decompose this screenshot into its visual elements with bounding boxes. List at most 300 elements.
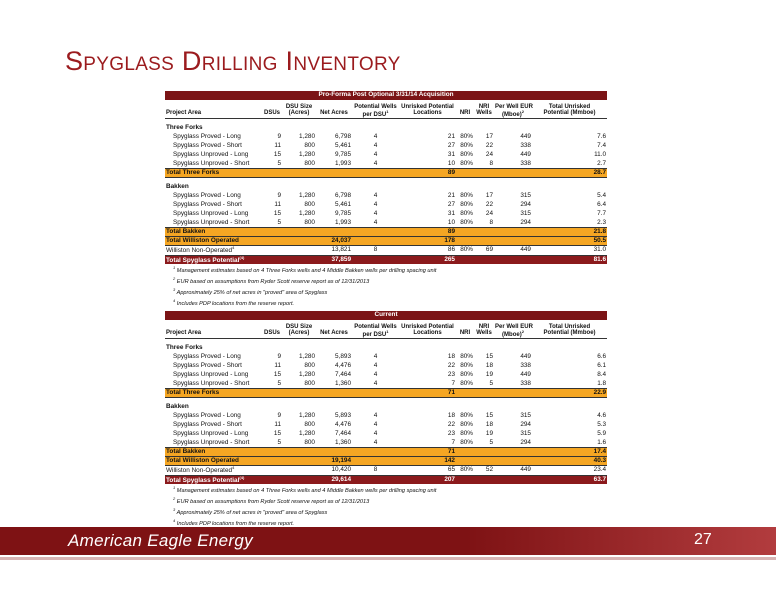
nri-wells-cell: 5 bbox=[489, 438, 493, 446]
nri-wells-cell: 8 bbox=[489, 159, 493, 167]
project-area-cell: Spyglass Proved - Short bbox=[173, 420, 242, 428]
dsus-cell: 9 bbox=[277, 191, 281, 199]
net-acres-cell: 7,464 bbox=[335, 370, 351, 378]
nri-cell: 80% bbox=[460, 132, 473, 140]
dsus-cell: 5 bbox=[277, 438, 281, 446]
project-area-cell: Spyglass Proved - Long bbox=[173, 191, 241, 199]
total-cell: 2.3 bbox=[597, 218, 607, 226]
total-cell: 1.6 bbox=[597, 438, 607, 446]
footnote-number: 4 bbox=[173, 517, 176, 523]
nri-wells-cell: 24 bbox=[485, 209, 493, 217]
total-label: Total Williston Operated bbox=[165, 457, 316, 466]
footnote-number: 2 bbox=[173, 275, 176, 281]
section-three-forks: Three Forks bbox=[166, 123, 203, 131]
total-locations: 89 bbox=[399, 169, 456, 178]
header-eur: Per Well EUR bbox=[495, 104, 533, 110]
header-potential-wells: Potential Wells bbox=[354, 104, 397, 110]
header-per-dsu: per DSU$^1$ bbox=[352, 110, 399, 119]
section-heading bbox=[165, 403, 607, 412]
nri-wells-cell: 8 bbox=[489, 218, 493, 226]
table-banner bbox=[165, 91, 607, 100]
wells-per-dsu-cell: 4 bbox=[373, 411, 378, 419]
total-cell: 8.4 bbox=[597, 370, 607, 378]
header-dsu-size: DSU Size bbox=[285, 104, 313, 110]
total-value: 17.4 bbox=[532, 448, 607, 457]
non-operated-row bbox=[165, 246, 607, 256]
footnote bbox=[165, 286, 607, 297]
project-area-cell: Spyglass Proved - Long bbox=[173, 411, 241, 419]
table-row bbox=[165, 142, 607, 151]
eur-cell: 449 bbox=[520, 352, 531, 360]
net-acres-cell: 5,461 bbox=[335, 200, 351, 208]
total-spyglass-text: Total Spyglass Potential bbox=[166, 476, 240, 484]
table-row bbox=[165, 192, 607, 201]
footnote-row bbox=[165, 275, 607, 286]
nri-cell: 80% bbox=[460, 159, 473, 167]
total-locations: 71 bbox=[399, 389, 456, 398]
table-row bbox=[165, 380, 607, 389]
dsu-size-cell: 800 bbox=[304, 159, 315, 167]
locations-cell: 18 bbox=[447, 352, 455, 360]
footnote-number: 4 bbox=[173, 297, 176, 303]
eur-cell: 449 bbox=[520, 370, 531, 378]
non-operated-text: Williston Non-Operated bbox=[166, 247, 233, 255]
section-heading bbox=[165, 124, 607, 133]
nri-cell: 80% bbox=[460, 429, 473, 437]
net-acres-cell: 5,893 bbox=[335, 411, 351, 419]
dsus-cell: 9 bbox=[277, 352, 281, 360]
wells-per-dsu-cell: 4 bbox=[373, 159, 378, 167]
eur-cell: 315 bbox=[520, 411, 531, 419]
header-nri-wells: NRI bbox=[478, 324, 490, 330]
header-per-dsu: per DSU$^1$ bbox=[352, 330, 399, 339]
nri-cell: 80% bbox=[460, 438, 473, 446]
nri-cell: 80% bbox=[460, 200, 473, 208]
nri-wells-cell: 19 bbox=[485, 429, 493, 437]
table-proforma bbox=[165, 91, 607, 308]
dsus-cell: 11 bbox=[274, 420, 281, 428]
total-net-acres: 19,194 bbox=[316, 457, 352, 466]
header-wells: Wells bbox=[474, 110, 494, 119]
non-operated-sup: 4 bbox=[232, 465, 235, 470]
header-mboe-text: (Mboe) bbox=[502, 112, 522, 118]
header-project-area: Project Area bbox=[165, 330, 262, 339]
footnote bbox=[165, 275, 607, 286]
eur-cell: 338 bbox=[520, 159, 531, 167]
footnote-row bbox=[165, 264, 607, 275]
table-row bbox=[165, 160, 607, 169]
eur-cell: 294 bbox=[520, 420, 531, 428]
nri-wells-cell: 18 bbox=[485, 420, 493, 428]
footnote-row bbox=[165, 517, 607, 528]
total-label: Total Three Forks bbox=[165, 389, 399, 398]
total-value: 81.6 bbox=[532, 255, 607, 264]
locations-cell: 10 bbox=[447, 159, 455, 167]
header-nri: NRI bbox=[456, 330, 474, 339]
footnote-text: Approximately 25% of net acres in "proved" area of Spyglass bbox=[176, 289, 328, 296]
nri-cell: 80% bbox=[460, 209, 473, 217]
dsus-cell: 15 bbox=[273, 209, 281, 217]
dsu-size-cell: 1,280 bbox=[299, 370, 315, 378]
brand-logo: American Eagle Energy bbox=[68, 531, 253, 550]
project-area-cell: Spyglass Unproved - Short bbox=[173, 379, 250, 387]
dsu-size-cell: 1,280 bbox=[299, 352, 315, 360]
locations-cell: 7 bbox=[451, 438, 455, 446]
wells-per-dsu-cell: 4 bbox=[373, 209, 378, 217]
header-potential-wells: Potential Wells bbox=[354, 324, 397, 330]
total-locations: 178 bbox=[399, 237, 456, 246]
total-label: Total Bakken bbox=[165, 228, 399, 237]
footnote-text: EUR based on assumptions from Ryder Scott reserve report as of 12/31/2013 bbox=[176, 498, 370, 505]
table-row bbox=[165, 430, 607, 439]
footnote bbox=[165, 264, 607, 275]
footnote-number: 3 bbox=[173, 286, 176, 292]
total-locations: 207 bbox=[399, 475, 456, 484]
header-cell bbox=[262, 320, 282, 330]
footnote-text: Approximately 25% of net acres in "proved" area of Spyglass bbox=[176, 509, 328, 516]
banner-title: Current bbox=[165, 311, 607, 320]
locations-cell: 7 bbox=[451, 379, 455, 387]
total-cell: 1.8 bbox=[597, 379, 607, 387]
wells-per-dsu-cell: 4 bbox=[373, 379, 378, 387]
header-cell bbox=[262, 100, 282, 110]
header-cell bbox=[316, 320, 352, 330]
dsu-size-cell: 800 bbox=[304, 420, 315, 428]
nri-cell: 80% bbox=[460, 150, 473, 158]
locations-cell: 22 bbox=[447, 420, 455, 428]
total-cell: 23.4 bbox=[532, 466, 607, 476]
locations-cell: 21 bbox=[447, 132, 455, 140]
footnote-number: 1 bbox=[173, 265, 176, 271]
page-title: Spyglass Drilling Inventory bbox=[65, 46, 401, 76]
locations-cell: 10 bbox=[447, 218, 455, 226]
eur-cell: 338 bbox=[520, 361, 531, 369]
dsu-size-cell: 800 bbox=[304, 361, 315, 369]
section-heading bbox=[165, 183, 607, 192]
header-unrisked: Unrisked Potential bbox=[401, 104, 454, 110]
dsu-size-cell: 1,280 bbox=[299, 209, 315, 217]
footnote bbox=[165, 297, 607, 308]
nri-wells-cell: 5 bbox=[489, 379, 493, 387]
header-mmboe: Potential (Mmboe) bbox=[532, 330, 607, 339]
footnote-row bbox=[165, 506, 607, 517]
dsus-cell: 9 bbox=[277, 132, 281, 140]
header-dsu-acres: (Acres) bbox=[282, 330, 316, 339]
wells-per-dsu-cell: 4 bbox=[373, 420, 378, 428]
wells-per-dsu-cell: 4 bbox=[373, 352, 378, 360]
total-net-acres: 24,037 bbox=[316, 237, 352, 246]
total-cell: 6.6 bbox=[597, 352, 607, 360]
dsu-size-cell: 1,280 bbox=[299, 150, 315, 158]
total-cell: 5.4 bbox=[597, 191, 607, 199]
total-cell: 6.4 bbox=[597, 200, 607, 208]
footnote bbox=[165, 484, 607, 495]
non-operated-text: Williston Non-Operated bbox=[166, 467, 233, 475]
nri-wells-cell: 17 bbox=[485, 132, 493, 140]
footnote-number: 2 bbox=[173, 495, 176, 501]
eur-cell: 449 bbox=[520, 132, 531, 140]
footnote-text: Management estimates based on 4 Three Forks wells and 4 Middle Bakken wells per drilling spacing unit bbox=[176, 267, 437, 274]
header-unrisked: Unrisked Potential bbox=[401, 324, 454, 330]
net-acres-cell: 6,798 bbox=[335, 191, 351, 199]
dsus-cell: 11 bbox=[274, 141, 281, 149]
total-net-acres: 37,859 bbox=[316, 255, 352, 264]
footnote-row bbox=[165, 297, 607, 308]
locations-cell: 31 bbox=[447, 150, 455, 158]
eur-cell: 338 bbox=[520, 379, 531, 387]
footnote-text: EUR based on assumptions from Ryder Scott reserve report as of 12/31/2013 bbox=[176, 278, 370, 285]
footnote-row bbox=[165, 484, 607, 495]
dsus-cell: 11 bbox=[274, 361, 281, 369]
project-area-cell: Spyglass Proved - Short bbox=[173, 141, 242, 149]
total-cell: 7.7 bbox=[597, 209, 607, 217]
project-area-cell: Spyglass Unproved - Long bbox=[173, 370, 249, 378]
project-area-cell: Spyglass Proved - Short bbox=[173, 200, 242, 208]
dsus-cell: 9 bbox=[277, 411, 281, 419]
dsu-size-cell: 1,280 bbox=[299, 132, 315, 140]
net-acres-cell: 6,798 bbox=[335, 132, 351, 140]
table-row bbox=[165, 371, 607, 380]
total-three-forks-row bbox=[165, 169, 607, 178]
table-current bbox=[165, 311, 607, 528]
nri-cell: 80% bbox=[460, 379, 473, 387]
header-dsu-size: DSU Size bbox=[285, 324, 313, 330]
page-number: 27 bbox=[694, 531, 712, 548]
header-mmboe: Potential (Mmboe) bbox=[532, 110, 607, 119]
dsus-cell: 5 bbox=[277, 218, 281, 226]
header-total: Total Unrisked bbox=[548, 104, 591, 110]
table-row bbox=[165, 201, 607, 210]
eur-cell: 449 bbox=[520, 150, 531, 158]
wells-per-dsu-cell: 4 bbox=[373, 429, 378, 437]
inventory-table bbox=[165, 91, 607, 308]
footnote-text: Includes PDP locations from the reserve report. bbox=[176, 520, 295, 527]
net-acres-cell: 7,464 bbox=[335, 429, 351, 437]
net-acres-cell: 1,360 bbox=[335, 438, 351, 446]
total-locations: 142 bbox=[399, 457, 456, 466]
nri-wells-cell: 18 bbox=[485, 361, 493, 369]
wells-per-dsu-cell: 4 bbox=[373, 132, 378, 140]
total-cell: 5.9 bbox=[597, 429, 607, 437]
total-bakken-row bbox=[165, 448, 607, 457]
wells-per-dsu-cell: 4 bbox=[373, 141, 378, 149]
locations-cell: 23 bbox=[447, 370, 455, 378]
project-area-cell: Spyglass Unproved - Long bbox=[173, 150, 249, 158]
total-value: 40.3 bbox=[532, 457, 607, 466]
total-cell: 7.4 bbox=[597, 141, 607, 149]
nri-wells-cell: 69 bbox=[474, 246, 494, 256]
total-locations: 89 bbox=[399, 228, 456, 237]
total-value: 28.7 bbox=[532, 169, 607, 178]
dsu-size-cell: 1,280 bbox=[299, 191, 315, 199]
dsus-cell: 15 bbox=[273, 429, 281, 437]
net-acres-cell: 1,360 bbox=[335, 379, 351, 387]
net-acres-cell: 1,993 bbox=[335, 159, 351, 167]
project-area-cell: Spyglass Unproved - Short bbox=[173, 218, 250, 226]
project-area-cell: Spyglass Proved - Short bbox=[173, 361, 242, 369]
total-spyglass-sup: (4) bbox=[239, 474, 245, 480]
project-area-cell: Spyglass Unproved - Long bbox=[173, 209, 249, 217]
dsu-size-cell: 800 bbox=[304, 141, 315, 149]
net-acres-cell: 9,785 bbox=[335, 209, 351, 217]
header-mboe: (Mboe)$^2$ bbox=[494, 330, 532, 339]
eur-cell: 315 bbox=[520, 209, 531, 217]
section-heading bbox=[165, 344, 607, 353]
table-row bbox=[165, 421, 607, 430]
net-acres-cell: 13,821 bbox=[316, 246, 352, 256]
header-nri: NRI bbox=[456, 110, 474, 119]
header-cell bbox=[456, 100, 474, 110]
dsu-size-cell: 800 bbox=[304, 438, 315, 446]
locations-cell: 27 bbox=[447, 200, 455, 208]
section-three-forks: Three Forks bbox=[166, 343, 203, 351]
footnote bbox=[165, 517, 607, 528]
header-row-bottom bbox=[165, 330, 607, 339]
table-row bbox=[165, 353, 607, 362]
total-cell: 4.6 bbox=[597, 411, 607, 419]
net-acres-cell: 9,785 bbox=[335, 150, 351, 158]
table-row bbox=[165, 439, 607, 448]
header-cell bbox=[165, 100, 262, 110]
header-project-area: Project Area bbox=[165, 110, 262, 119]
header-cell bbox=[165, 320, 262, 330]
header-total: Total Unrisked bbox=[548, 324, 591, 330]
nri-cell: 80% bbox=[460, 191, 473, 199]
header-cell bbox=[316, 100, 352, 110]
project-area-cell: Spyglass Unproved - Short bbox=[173, 438, 250, 446]
wells-per-dsu-cell: 8 bbox=[352, 246, 399, 256]
footnote-number: 3 bbox=[173, 506, 176, 512]
table-row bbox=[165, 210, 607, 219]
wells-per-dsu-cell: 4 bbox=[373, 200, 378, 208]
header-locations: Locations bbox=[399, 330, 456, 339]
total-value: 50.5 bbox=[532, 237, 607, 246]
dsu-size-cell: 800 bbox=[304, 379, 315, 387]
total-locations: 265 bbox=[399, 255, 456, 264]
total-label bbox=[165, 475, 316, 484]
wells-per-dsu-cell: 4 bbox=[373, 361, 378, 369]
dsus-cell: 5 bbox=[277, 159, 281, 167]
banner-title: Pro-Forma Post Optional 3/31/14 Acquisition bbox=[165, 91, 607, 100]
table-row bbox=[165, 219, 607, 228]
header-dsus: DSUs bbox=[262, 110, 282, 119]
eur-cell: 315 bbox=[520, 429, 531, 437]
locations-cell: 21 bbox=[447, 191, 455, 199]
eur-cell: 338 bbox=[520, 141, 531, 149]
total-label bbox=[165, 255, 316, 264]
header-per-dsu-text: per DSU bbox=[362, 112, 387, 118]
net-acres-cell: 4,476 bbox=[335, 361, 351, 369]
header-net-acres: Net Acres bbox=[316, 110, 352, 119]
wells-per-dsu-cell: 4 bbox=[373, 370, 378, 378]
net-acres-cell: 1,993 bbox=[335, 218, 351, 226]
total-net-acres: 29,614 bbox=[316, 475, 352, 484]
total-label: Total Williston Operated bbox=[165, 237, 316, 246]
header-locations: Locations bbox=[399, 110, 456, 119]
section-bakken: Bakken bbox=[166, 402, 189, 410]
footnote-text: Management estimates based on 4 Three Forks wells and 4 Middle Bakken wells per drilling spacing unit bbox=[176, 487, 437, 494]
wells-per-dsu-cell: 4 bbox=[373, 150, 378, 158]
header-mboe: (Mboe)$^2$ bbox=[494, 110, 532, 119]
table-banner bbox=[165, 311, 607, 320]
dsu-size-cell: 1,280 bbox=[299, 411, 315, 419]
header-mboe-text: (Mboe) bbox=[502, 332, 522, 338]
table-row bbox=[165, 133, 607, 142]
locations-cell: 27 bbox=[447, 141, 455, 149]
nri-wells-cell: 22 bbox=[485, 141, 493, 149]
header-net-acres: Net Acres bbox=[316, 330, 352, 339]
nri-wells-cell: 19 bbox=[485, 370, 493, 378]
footnote-text: Includes PDP locations from the reserve report. bbox=[176, 300, 295, 307]
total-spyglass-row bbox=[165, 475, 607, 484]
total-label: Total Three Forks bbox=[165, 169, 399, 178]
inventory-table bbox=[165, 311, 607, 528]
section-bakken: Bakken bbox=[166, 182, 189, 190]
non-operated-row bbox=[165, 466, 607, 476]
net-acres-cell: 5,893 bbox=[335, 352, 351, 360]
locations-cell: 65 bbox=[399, 466, 456, 476]
project-area-cell: Spyglass Proved - Long bbox=[173, 352, 241, 360]
dsus-cell: 11 bbox=[274, 200, 281, 208]
footnote-row bbox=[165, 495, 607, 506]
footnote bbox=[165, 506, 607, 517]
header-eur: Per Well EUR bbox=[495, 324, 533, 330]
eur-cell: 294 bbox=[520, 218, 531, 226]
net-acres-cell: 5,461 bbox=[335, 141, 351, 149]
footnote-number: 1 bbox=[173, 485, 176, 491]
footer-divider bbox=[0, 557, 776, 560]
eur-cell: 294 bbox=[520, 200, 531, 208]
dsus-cell: 15 bbox=[273, 370, 281, 378]
eur-cell: 315 bbox=[520, 191, 531, 199]
total-spyglass-sup: (4) bbox=[239, 254, 245, 260]
total-spyglass-text: Total Spyglass Potential bbox=[166, 256, 240, 264]
total-three-forks-row bbox=[165, 389, 607, 398]
project-area-cell: Spyglass Proved - Long bbox=[173, 132, 241, 140]
nri-cell: 80% bbox=[460, 141, 473, 149]
dsus-cell: 5 bbox=[277, 379, 281, 387]
footnote-row bbox=[165, 286, 607, 297]
nri-cell: 80% bbox=[460, 420, 473, 428]
header-dsus: DSUs bbox=[262, 330, 282, 339]
footnote bbox=[165, 495, 607, 506]
nri-wells-cell: 15 bbox=[485, 411, 493, 419]
header-row-bottom bbox=[165, 110, 607, 119]
wells-per-dsu-cell: 4 bbox=[373, 218, 378, 226]
total-bakken-row bbox=[165, 228, 607, 237]
header-wells: Wells bbox=[474, 330, 494, 339]
nri-cell: 80% bbox=[460, 370, 473, 378]
dsus-cell: 15 bbox=[273, 150, 281, 158]
dsu-size-cell: 800 bbox=[304, 218, 315, 226]
eur-cell: 294 bbox=[520, 438, 531, 446]
total-value: 21.8 bbox=[532, 228, 607, 237]
table-row bbox=[165, 151, 607, 160]
nri-cell: 80% bbox=[460, 218, 473, 226]
total-cell: 31.0 bbox=[532, 246, 607, 256]
header-dsu-acres: (Acres) bbox=[282, 110, 316, 119]
nri-cell: 80% bbox=[460, 411, 473, 419]
locations-cell: 18 bbox=[447, 411, 455, 419]
nri-wells-cell: 52 bbox=[474, 466, 494, 476]
header-per-dsu-text: per DSU bbox=[362, 332, 387, 338]
total-value: 63.7 bbox=[532, 475, 607, 484]
total-cell: 2.7 bbox=[597, 159, 607, 167]
locations-cell: 23 bbox=[447, 429, 455, 437]
total-spyglass-row bbox=[165, 255, 607, 264]
net-acres-cell: 4,476 bbox=[335, 420, 351, 428]
nri-cell: 80% bbox=[460, 352, 473, 360]
